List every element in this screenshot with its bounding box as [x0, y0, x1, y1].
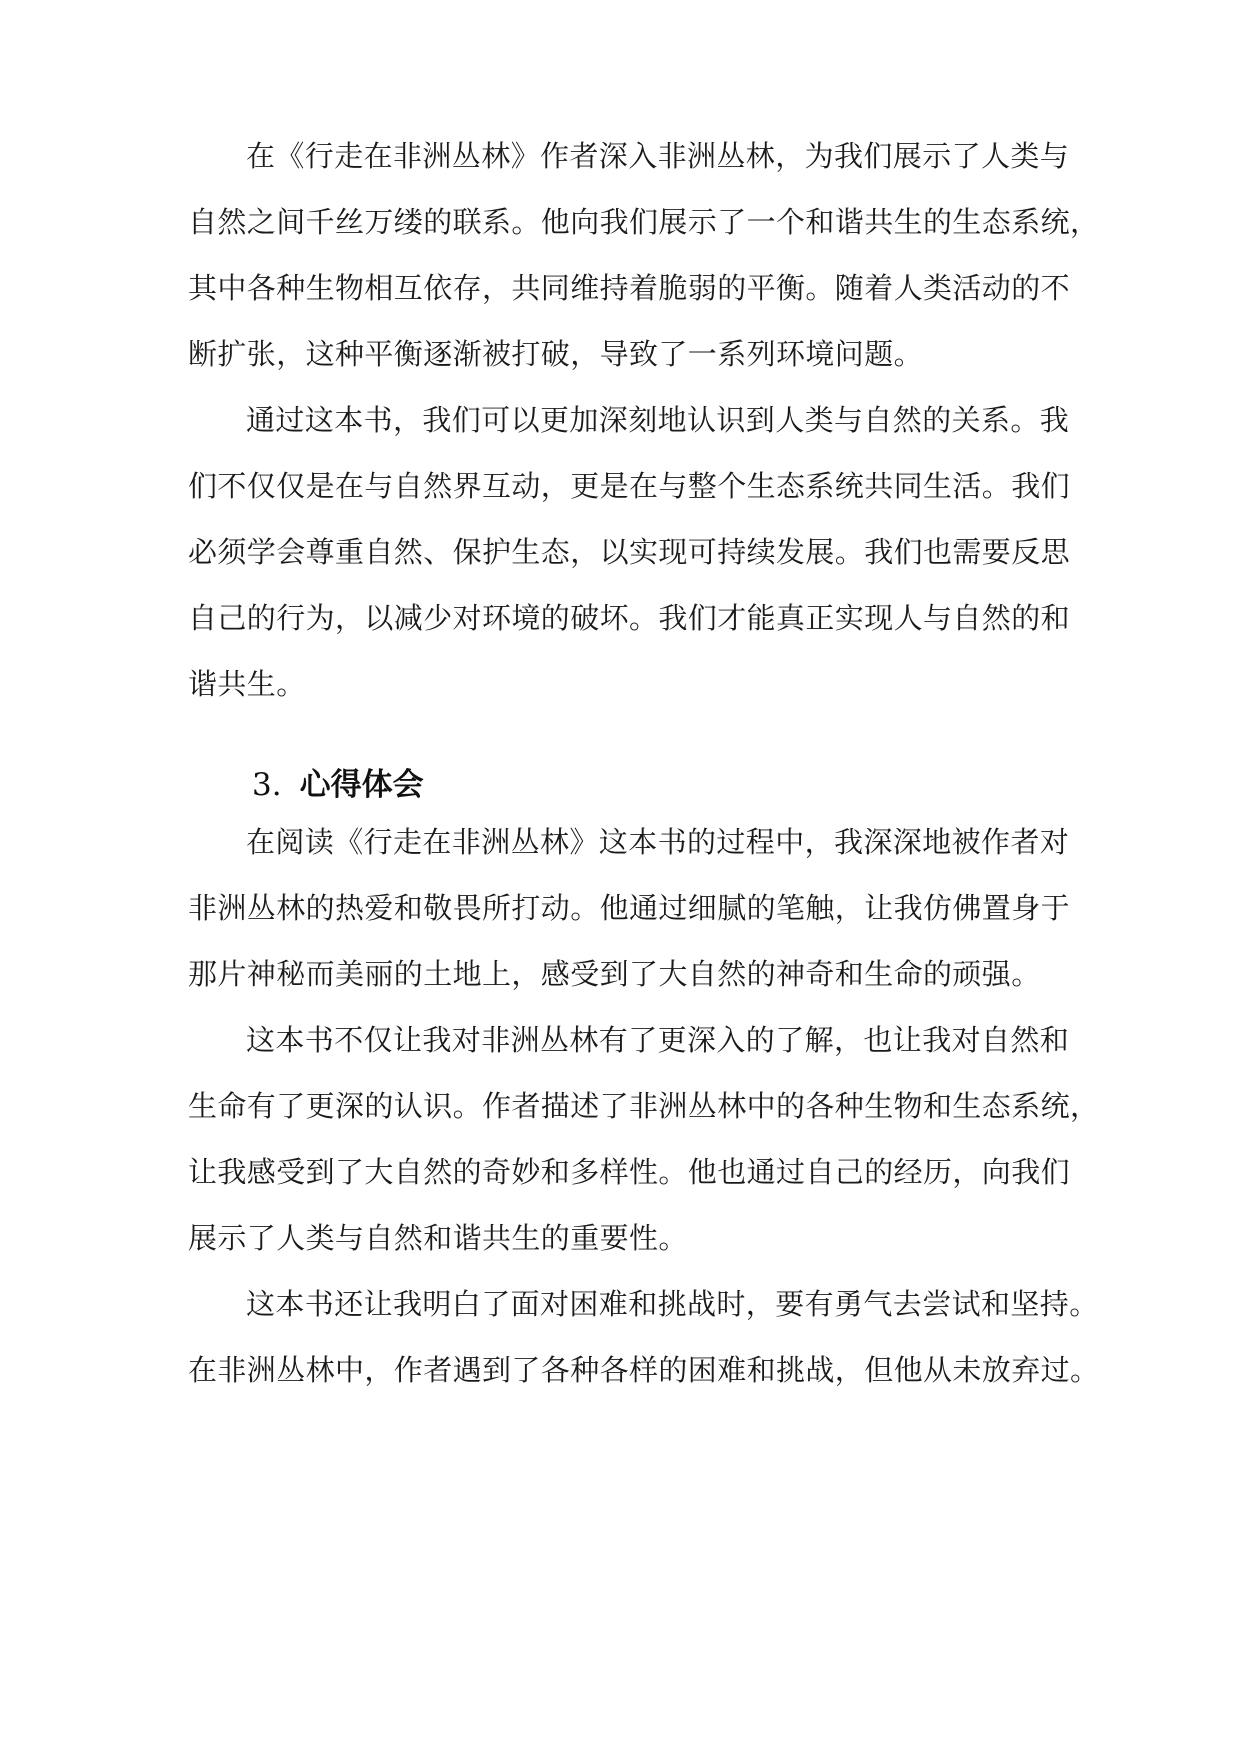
paragraph-line: 生命有了更深的认识。作者描述了非洲丛林中的各种生物和生态系统，: [188, 1089, 1100, 1123]
paragraph-line: 在非洲丛林中，作者遇到了各种各样的困难和挑战，但他从未放弃过。: [188, 1353, 1100, 1387]
paragraph-line: 必须学会尊重自然、保护生态，以实现可持续发展。我们也需要反思: [188, 535, 1071, 569]
paragraph-line: 让我感受到了大自然的奇妙和多样性。他也通过自己的经历，向我们: [188, 1155, 1071, 1189]
paragraph-line: 那片神秘而美丽的土地上，感受到了大自然的神奇和生命的顽强。: [188, 957, 1041, 991]
paragraph-line: 谐共生。: [188, 667, 306, 701]
paragraph-line: 其中各种生物相互依存，共同维持着脆弱的平衡。随着人类活动的不: [188, 271, 1071, 305]
paragraph-line: 们不仅仅是在与自然界互动，更是在与整个生态系统共同生活。我们: [188, 469, 1071, 503]
paragraph-line: 在《行走在非洲丛林》作者深入非洲丛林，为我们展示了人类与: [246, 139, 1070, 173]
paragraph-line: 展示了人类与自然和谐共生的重要性。: [188, 1221, 688, 1255]
paragraph-line: 这本书不仅让我对非洲丛林有了更深入的了解，也让我对自然和: [246, 1023, 1070, 1057]
section-heading: [252, 766, 424, 804]
paragraph-line: 非洲丛林的热爱和敬畏所打动。他通过细腻的笔触，让我仿佛置身于: [188, 891, 1071, 925]
paragraph-line: 通过这本书，我们可以更加深刻地认识到人类与自然的关系。我: [246, 403, 1070, 437]
section-number: 3.: [252, 767, 282, 803]
paragraph-line: 断扩张，这种平衡逐渐被打破，导致了一系列环境问题。: [188, 337, 924, 371]
paragraph-line: 这本书还让我明白了面对困难和挑战时，要有勇气去尝试和坚持。: [246, 1287, 1099, 1321]
paragraph-line: 自己的行为，以减少对环境的破坏。我们才能真正实现人与自然的和: [188, 601, 1071, 635]
section-title: 心得体会: [299, 767, 424, 803]
paragraph-line: 自然之间千丝万缕的联系。他向我们展示了一个和谐共生的生态系统，: [188, 205, 1100, 239]
paragraph-line: 在阅读《行走在非洲丛林》这本书的过程中，我深深地被作者对: [246, 825, 1070, 859]
